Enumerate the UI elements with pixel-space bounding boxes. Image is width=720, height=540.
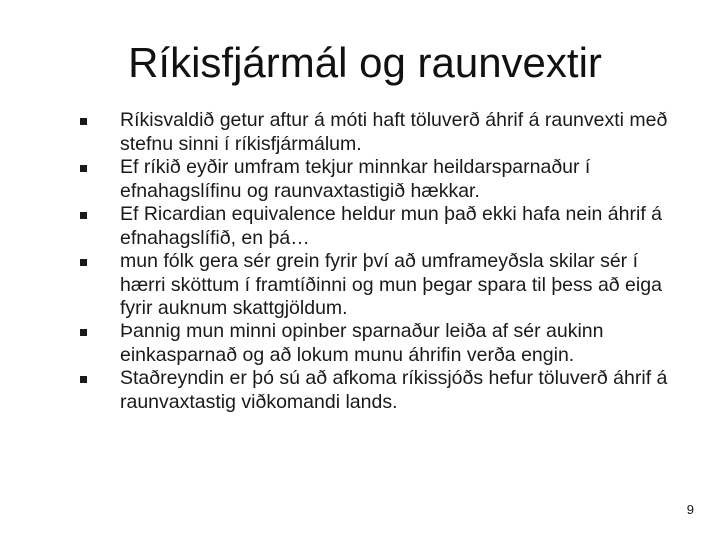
square-bullet-icon [80,212,87,219]
bullet-item [78,320,678,367]
slide-title: Ríkisfjármál og raunvextir [128,39,602,86]
bullet-item [78,250,678,320]
bullet-text: mun fólk gera sér grein fyrir því að umframeyðsla skilar sér í hærri sköttum í framtíðinni og mun þegar spara til þess að eiga fyrir auknum skattgjöldum. [120,250,662,319]
square-bullet-icon [80,376,87,383]
bullet-item [78,367,678,414]
bullet-text: Ríkisvaldið getur aftur á móti haft töluverð áhrif á raunvexti með stefnu sinni í ríkisfjármálum. [120,109,668,155]
square-bullet-icon [80,118,87,125]
page-number: 9 [686,502,694,517]
bullet-list [78,109,678,414]
bullet-item [78,156,678,203]
bullet-item [78,203,678,250]
bullet-text: Staðreyndin er þó sú að afkoma ríkissjóðs hefur töluverð áhrif á raunvaxtastig viðkomandi lands. [120,367,668,413]
bullet-item [78,109,678,156]
bullet-text: Þannig mun minni opinber sparnaður leiða af sér aukinn einkasparnað og að lokum munu áhrifin verða engin. [120,320,604,366]
bullet-text: Ef Ricardian equivalence heldur mun það ekki hafa nein áhrif á efnahagslífið, en þá… [120,203,663,249]
bullet-text: Ef ríkið eyðir umfram tekjur minnkar heildarsparnaður í efnahagslífinu og raunvaxtastigið hækkar. [120,156,591,202]
square-bullet-icon [80,329,87,336]
square-bullet-icon [80,259,87,266]
square-bullet-icon [80,165,87,172]
